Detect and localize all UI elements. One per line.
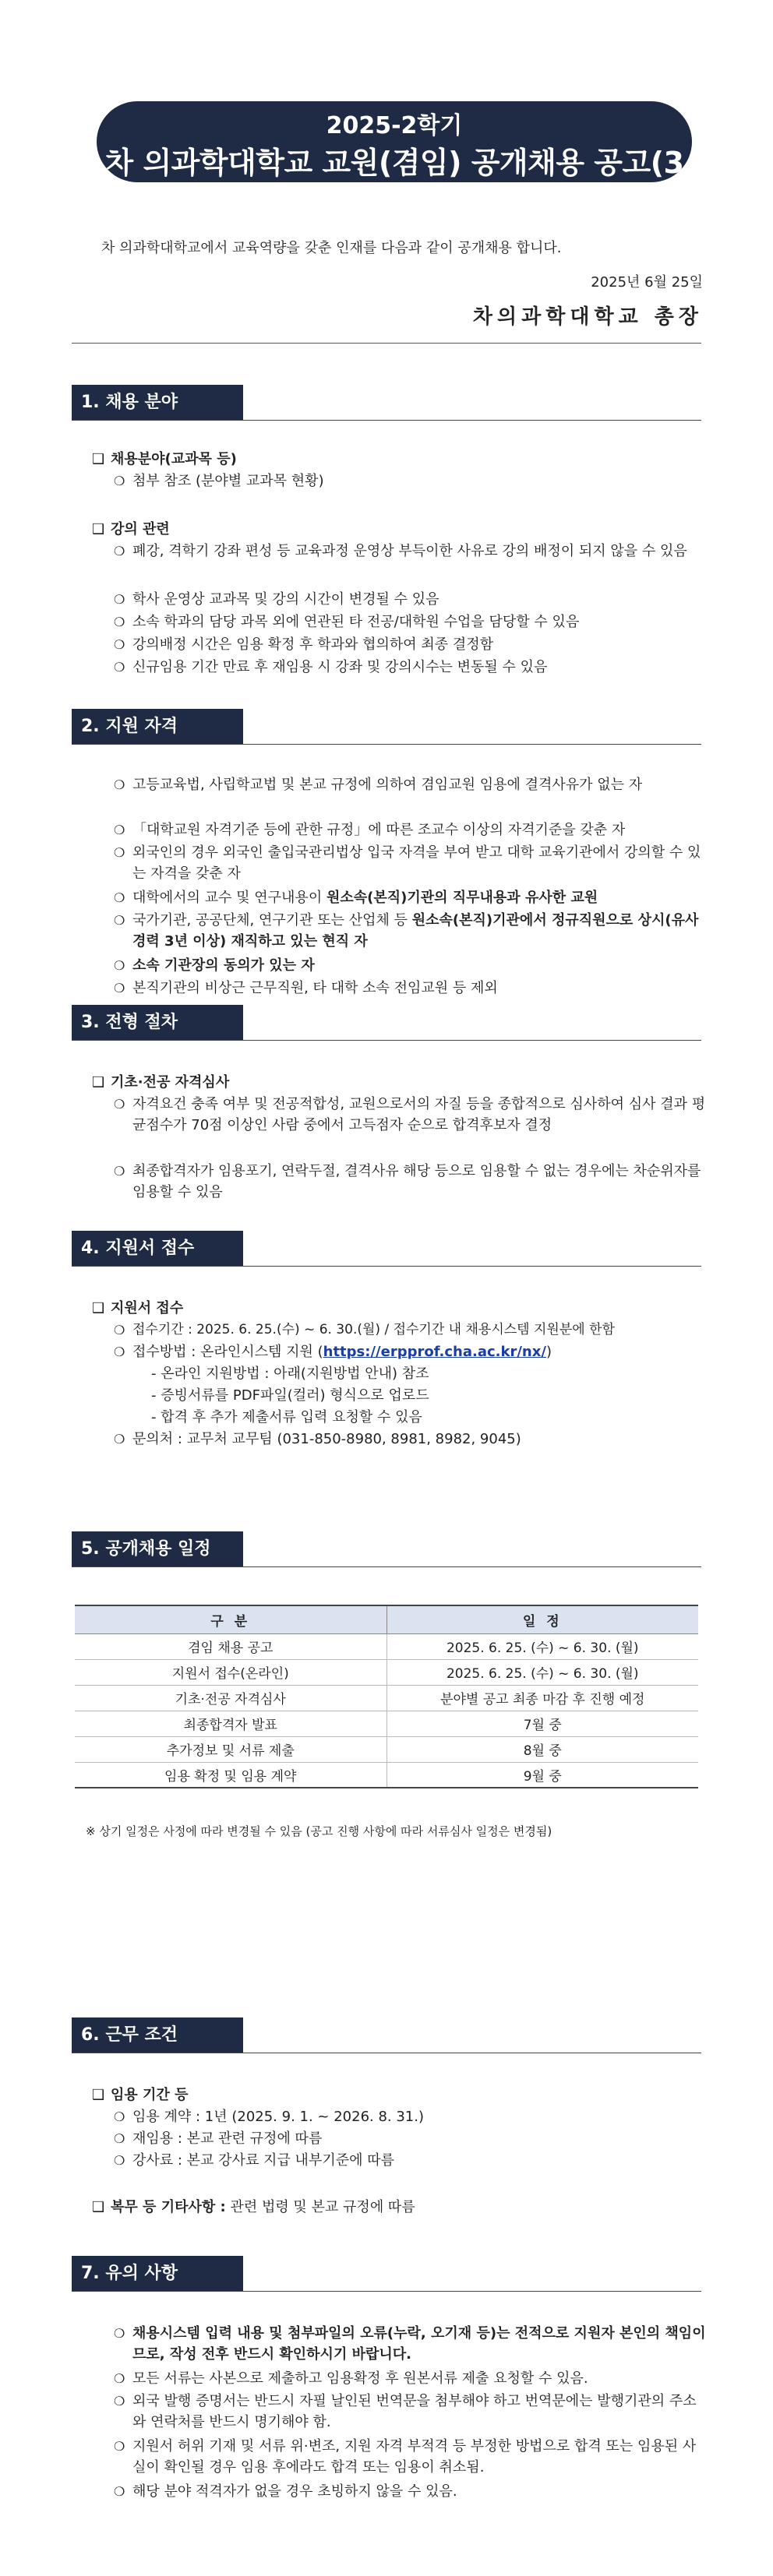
table-cell: 임용 확정 및 임용 계약 bbox=[75, 1762, 386, 1788]
section-3-rule bbox=[72, 1040, 701, 1041]
table-cell: 2025. 6. 25. (수) ~ 6. 30. (월) bbox=[386, 1659, 698, 1685]
s3-bullet: ❑ 기초·전공 자격심사 bbox=[92, 1074, 230, 1091]
table-row bbox=[75, 1659, 698, 1685]
section-6-heading: 6. 근무 조건 bbox=[72, 2017, 243, 2053]
schedule-table bbox=[75, 1605, 698, 1788]
s6-item: ❍ 재임용 : 본교 관련 규정에 따름 bbox=[114, 2130, 323, 2147]
page-title: 차 의과학대학교 교원(겸임) 공개채용 공고(3차) bbox=[104, 146, 684, 223]
table-row bbox=[75, 1711, 698, 1736]
section-5-heading: 5. 공개채용 일정 bbox=[72, 1531, 243, 1567]
s2-item: ❍ 「대학교원 자격기준 등에 관한 규정」에 따른 조교수 이상의 자격기준을 갖춘 자 bbox=[114, 822, 626, 838]
announcement-date: 2025년 6월 25일 bbox=[591, 274, 703, 291]
table-cell: 9월 중 bbox=[386, 1762, 698, 1788]
title-banner bbox=[97, 101, 692, 223]
s7-item: ❍ 모든 서류는 사본으로 제출하고 임용확정 후 원본서류 제출 요청할 수 있음. bbox=[114, 2370, 588, 2387]
semester-label: 2025-2학기 bbox=[326, 112, 463, 139]
s2-item: ❍ 외국인의 경우 외국인 출입국관리법상 입국 자격을 부여 받고 대학 교육기관에서 강의할 수 있는 자격을 갖춘 자 bbox=[114, 844, 701, 882]
column-header: 구 분 bbox=[75, 1605, 386, 1633]
signature: 차의과학대학교 총장 bbox=[472, 305, 703, 329]
table-cell: 지원서 접수(온라인) bbox=[75, 1659, 386, 1685]
s2-item: ❍ 국가기관, 공공단체, 연구기관 또는 산업체 등 원소속(본직)기관에서 정규직원으로 상시(유사경력 3년 이상) 재직하고 있는 현직 자 bbox=[114, 912, 699, 950]
s2-item: ❍ 소속 기관장의 동의가 있는 자 bbox=[114, 957, 315, 974]
s4-sub-item: - 온라인 지원방법 : 아래(지원방법 안내) 참조 bbox=[151, 1366, 429, 1382]
s1-item: ❍ 폐강, 격학기 강좌 편성 등 교육과정 운영상 부득이한 사유로 강의 배정이 되지 않을 수 있음 bbox=[114, 543, 687, 559]
s1-item: ❍ 소속 학과의 담당 과목 외에 연관된 타 전공/대학원 수업을 담당할 수 있음 bbox=[114, 614, 580, 630]
s7-item: ❍ 해당 분야 적격자가 없을 경우 초빙하지 않을 수 있음. bbox=[114, 2483, 457, 2500]
s4-item: ❍ 접수기간 : 2025. 6. 25.(수) ~ 6. 30.(월) / 접수기간 내 채용시스템 지원분에 한함 bbox=[114, 1322, 615, 1337]
column-header: 일 정 bbox=[386, 1605, 698, 1633]
table-row bbox=[75, 1762, 698, 1788]
table-cell: 분야별 공고 최종 마감 후 진행 예정 bbox=[386, 1685, 698, 1711]
table-row bbox=[75, 1633, 698, 1659]
s1-item: ❍ 신규임용 기간 만료 후 재임용 시 강좌 및 강의시수는 변동될 수 있음 bbox=[114, 659, 548, 675]
table-cell: 2025. 6. 25. (수) ~ 6. 30. (월) bbox=[386, 1633, 698, 1659]
section-5-rule bbox=[72, 1566, 701, 1567]
s4-item: ❍ 접수방법 : 온라인시스템 지원 (https://erpprof.cha.ac.kr/nx/) bbox=[114, 1344, 552, 1360]
s1-item: ❍ 학사 운영상 교과목 및 강의 시간이 변경될 수 있음 bbox=[114, 591, 439, 608]
table-cell: 7월 중 bbox=[386, 1711, 698, 1736]
section-4-heading: 4. 지원서 접수 bbox=[72, 1231, 243, 1267]
table-cell: 기초·전공 자격심사 bbox=[75, 1685, 386, 1711]
section-1-heading: 1. 채용 분야 bbox=[72, 385, 243, 421]
s6-item: ❍ 강사료 : 본교 강사료 지급 내부기준에 따름 bbox=[114, 2152, 394, 2169]
table-cell: 겸임 채용 공고 bbox=[75, 1633, 386, 1659]
section-4-rule bbox=[72, 1266, 701, 1267]
divider bbox=[72, 343, 701, 344]
s2-item: ❍ 본직기관의 비상근 근무직원, 타 대학 소속 전임교원 등 제외 bbox=[114, 980, 498, 996]
s4-sub-item: - 증빙서류를 PDF파일(컬러) 형식으로 업로드 bbox=[151, 1387, 429, 1404]
s4-item: ❍ 문의처 : 교무처 교무팀 (031-850-8980, 8981, 8982, 9045) bbox=[114, 1431, 521, 1447]
section-7-heading: 7. 유의 사항 bbox=[72, 2256, 243, 2292]
section-2-rule bbox=[72, 744, 701, 745]
s1-item: ❍ 첨부 참조 (분야별 교과목 현황) bbox=[114, 473, 324, 489]
intro-text: 차 의과학대학교에서 교육역량을 갖춘 인재를 다음과 같이 공개채용 합니다. bbox=[101, 240, 562, 256]
s7-item: ❍ 채용시스템 입력 내용 및 첨부파일의 오류(누락, 오기재 등)는 전적으로 지원자 본인의 책임이므로, 작성 전후 반드시 확인하시기 바랍니다. bbox=[114, 2325, 706, 2363]
table-cell: 추가정보 및 서류 제출 bbox=[75, 1736, 386, 1762]
s7-item: ❍ 외국 발행 증명서는 반드시 자필 날인된 번역문을 첨부해야 하고 번역문에는 발행기관의 주소와 연락처를 반드시 명기해야 함. bbox=[114, 2393, 697, 2430]
section-1-rule bbox=[72, 420, 701, 421]
s6-bullet: ❑ 임용 기간 등 bbox=[92, 2087, 189, 2103]
section-2-heading: 2. 지원 자격 bbox=[72, 709, 243, 745]
table-header-row bbox=[75, 1605, 698, 1633]
s1-item: ❍ 강의배정 시간은 임용 확정 후 학과와 협의하여 최종 결정함 bbox=[114, 636, 494, 653]
table-row bbox=[75, 1736, 698, 1762]
apply-link[interactable]: https://erpprof.cha.ac.kr/nx/ bbox=[323, 1344, 546, 1360]
table-cell: 최종합격자 발표 bbox=[75, 1711, 386, 1736]
s1-bullet-1: ❑ 채용분야(교과목 등) bbox=[92, 451, 237, 467]
table-cell: 8월 중 bbox=[386, 1736, 698, 1762]
s4-bullet: ❑ 지원서 접수 bbox=[92, 1300, 184, 1316]
s3-item: ❍ 자격요건 충족 여부 및 전공적합성, 교원으로서의 자질 등을 종합적으로 심사하여 심사 결과 평균점수가 70점 이상인 사람 중에서 고득점자 순으로 합격후보자 결정 bbox=[114, 1096, 706, 1133]
s7-item: ❍ 지원서 허위 기재 및 서류 위·변조, 지원 자격 부적격 등 부정한 방법으로 합격 또는 임용된 사실이 확인될 경우 임용 후에라도 합격 또는 임용이 취소됨. bbox=[114, 2438, 697, 2476]
schedule-note: ※ 상기 일정은 사정에 따라 변경될 수 있음 (공고 진행 사항에 따라 서류심사 일정은 변경됨) bbox=[86, 1824, 552, 1838]
s3-item: ❍ 최종합격자가 임용포기, 연락두절, 결격사유 해당 등으로 임용할 수 없는 경우에는 차순위자를 임용할 수 있음 bbox=[114, 1163, 701, 1200]
s4-sub-item: - 합격 후 추가 제출서류 입력 요청할 수 있음 bbox=[151, 1409, 422, 1425]
table-row bbox=[75, 1685, 698, 1711]
section-3-heading: 3. 전형 절차 bbox=[72, 1005, 243, 1041]
section-7-rule bbox=[72, 2291, 701, 2292]
s2-item: ❍ 대학에서의 교수 및 연구내용이 원소속(본직)기관의 직무내용과 유사한 교원 bbox=[114, 890, 598, 906]
s2-item: ❍ 고등교육법, 사립학교법 및 본교 규정에 의하여 겸임교원 임용에 결격사유가 없는 자 bbox=[114, 777, 643, 793]
s1-bullet-2: ❑ 강의 관련 bbox=[92, 521, 170, 537]
s6-bullet-2: ❑ 복무 등 기타사항 : 관련 법령 및 본교 규정에 따름 bbox=[92, 2199, 415, 2215]
s6-item: ❍ 임용 계약 : 1년 (2025. 9. 1. ~ 2026. 8. 31.) bbox=[114, 2109, 425, 2125]
